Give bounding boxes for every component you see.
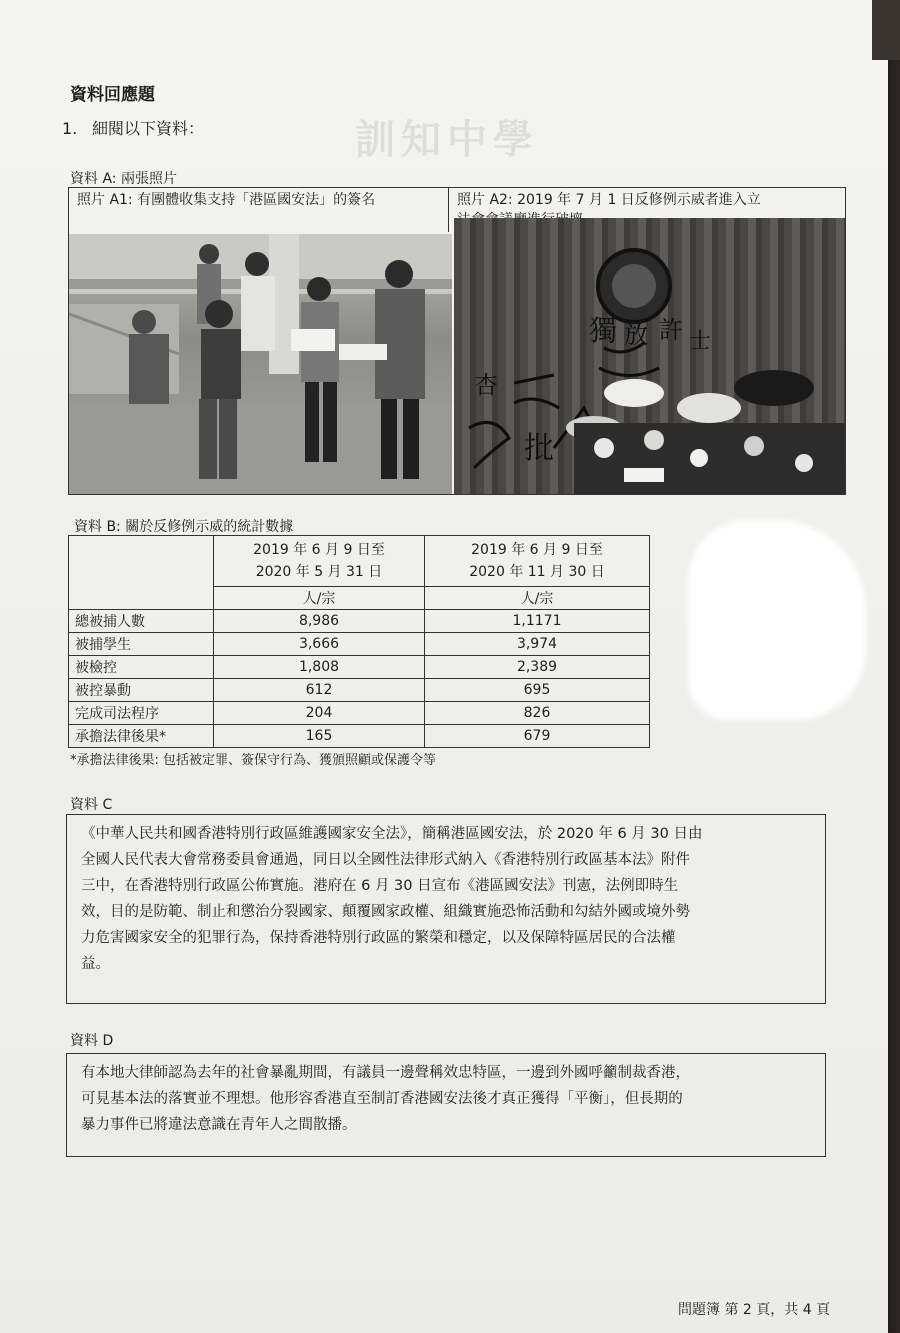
graffiti-text-3: 許 xyxy=(659,316,683,344)
source-d-line: 暴力事件已將違法意識在青年人之間散播。 xyxy=(81,1117,357,1133)
row-value-2: 1,1171 xyxy=(425,610,650,633)
graffiti-text-2: 放 xyxy=(624,321,648,349)
background-corner xyxy=(872,0,900,60)
source-c-line: 三中，在香港特別行政區公佈實施。港府在 6 月 30 日宣布《港區國安法》刊憲，法例即時生 xyxy=(81,878,679,894)
photo-a2-illustration xyxy=(454,218,845,494)
row-value-2: 695 xyxy=(425,679,650,702)
unit-cell-2: 人/宗 xyxy=(425,587,650,610)
row-label: 被控暴動 xyxy=(69,679,214,702)
row-value-2: 826 xyxy=(425,702,650,725)
statistics-table xyxy=(68,535,650,748)
row-value-1: 204 xyxy=(214,702,425,725)
question-number: 1. xyxy=(62,119,78,138)
row-label: 被檢控 xyxy=(69,656,214,679)
table-row xyxy=(69,679,650,702)
table-row xyxy=(69,656,650,679)
source-d-line: 可見基本法的落實並不理想。他形容香港直至制訂香港國安法後才真正獲得「平衡」，但長期的 xyxy=(81,1091,683,1107)
source-c-line: 效，目的是防範、制止和懲治分裂國家、顛覆國家政權、組織實施恐怖活動和勾結外國或境外勢 xyxy=(81,904,690,920)
redaction-blot xyxy=(688,520,866,720)
header-blank-cell xyxy=(69,536,214,610)
source-c-box xyxy=(66,814,826,1004)
source-c-label: 資料 C xyxy=(70,797,113,813)
graffiti-text-4: 士 xyxy=(689,329,712,354)
header-period-1-line1: 2019 年 6 月 9 日至 xyxy=(253,542,385,558)
source-a-box xyxy=(68,187,846,495)
table-footnote: *承擔法律後果: 包括被定罪、簽保守行為、獲頒照顧或保護令等 xyxy=(70,753,437,768)
source-b-label: 資料 B: 關於反修例示威的統計數據 xyxy=(74,519,294,535)
source-c-line: 全國人民代表大會常務委員會通過，同日以全國性法律形式納入《香港特別行政區基本法》附件 xyxy=(81,852,690,868)
graffiti-text-1: 獨 xyxy=(589,314,618,347)
row-value-1: 1,808 xyxy=(214,656,425,679)
table-header-row xyxy=(69,536,650,587)
table-row xyxy=(69,702,650,725)
row-label: 完成司法程序 xyxy=(69,702,214,725)
row-label: 承擔法律後果* xyxy=(69,725,214,748)
row-value-2: 2,389 xyxy=(425,656,650,679)
header-period-1 xyxy=(214,536,425,587)
row-value-1: 8,986 xyxy=(214,610,425,633)
photo-a2 xyxy=(454,218,845,494)
row-value-1: 3,666 xyxy=(214,633,425,656)
row-value-1: 612 xyxy=(214,679,425,702)
watermark: 訓知中學 xyxy=(355,116,539,163)
source-c-line: 力危害國家安全的犯罪行為，保持香港特別行政區的繁榮和穩定，以及保障特區居民的合法權 xyxy=(81,930,676,946)
header-period-2 xyxy=(425,536,650,587)
header-period-1-line2: 2020 年 5 月 31 日 xyxy=(255,564,383,580)
source-d-label: 資料 D xyxy=(70,1033,114,1049)
row-label: 總被捕人數 xyxy=(69,610,214,633)
section-heading: 資料回應題 xyxy=(70,85,155,105)
photo-a1-caption: 照片 A1: 有團體收集支持「港區國安法」的簽名 xyxy=(69,188,449,232)
photo-a1-illustration xyxy=(69,234,452,494)
row-value-1: 165 xyxy=(214,725,425,748)
header-period-2-line1: 2019 年 6 月 9 日至 xyxy=(471,542,603,558)
photo-a1 xyxy=(69,234,452,494)
page-footer: 問題簿 第 2 頁，共 4 頁 xyxy=(678,1302,831,1318)
row-value-2: 3,974 xyxy=(425,633,650,656)
table-row xyxy=(69,610,650,633)
table-row xyxy=(69,725,650,748)
source-a-label: 資料 A: 兩張照片 xyxy=(70,171,177,187)
question-1 xyxy=(62,116,204,139)
unit-cell-1: 人/宗 xyxy=(214,587,425,610)
header-period-2-line2: 2020 年 11 月 30 日 xyxy=(469,564,605,580)
table-row xyxy=(69,633,650,656)
row-value-2: 679 xyxy=(425,725,650,748)
source-d-line: 有本地大律師認為去年的社會暴亂期間，有議員一邊聲稱效忠特區，一邊到外國呼籲制裁香港， xyxy=(81,1065,690,1081)
source-c-line: 《中華人民共和國香港特別行政區維護國家安全法》，簡稱港區國安法，於 2020 年 6 月 30 日由 xyxy=(81,826,703,842)
graffiti-text-6: 批 xyxy=(524,431,554,466)
question-text: 細閱以下資料： xyxy=(92,119,205,138)
source-d-box xyxy=(66,1053,826,1157)
source-c-line: 益。 xyxy=(81,956,110,972)
photo-a2-caption-line1: 照片 A2: 2019 年 7 月 1 日反修例示威者進入立 xyxy=(457,192,761,208)
graffiti-text-5: 杏 xyxy=(474,371,498,399)
row-label: 被捕學生 xyxy=(69,633,214,656)
